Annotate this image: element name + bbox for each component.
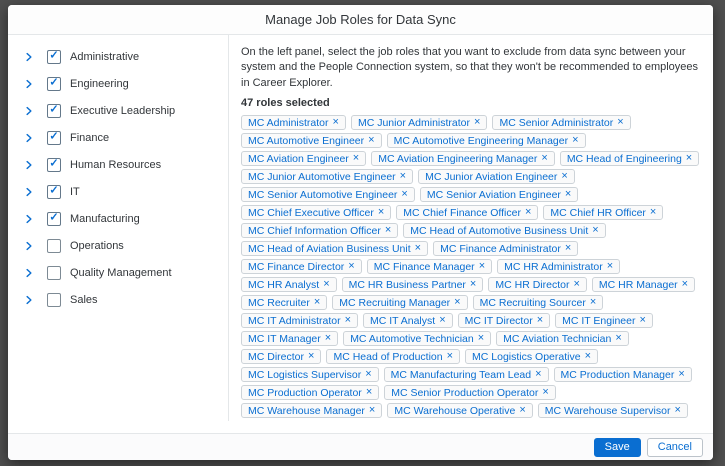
tree-item bbox=[8, 286, 229, 313]
role-token bbox=[241, 349, 321, 364]
role-token-label: MC Finance Manager bbox=[373, 260, 475, 273]
category-checkbox[interactable] bbox=[47, 293, 61, 307]
remove-token-icon[interactable]: × bbox=[313, 296, 321, 309]
category-checkbox[interactable] bbox=[47, 131, 61, 145]
role-token bbox=[555, 313, 653, 328]
role-token-label: MC Aviation Engineer bbox=[248, 152, 349, 165]
role-token bbox=[387, 133, 586, 148]
role-token bbox=[465, 349, 598, 364]
chevron-right-icon[interactable] bbox=[23, 240, 35, 252]
check-icon: ✓ bbox=[49, 49, 59, 62]
category-label: Executive Leadership bbox=[70, 104, 176, 117]
role-token-label: MC Junior Administrator bbox=[357, 116, 471, 129]
remove-token-icon[interactable]: × bbox=[564, 242, 572, 255]
role-token-label: MC IT Analyst bbox=[370, 314, 436, 327]
remove-token-icon[interactable]: × bbox=[399, 170, 407, 183]
role-token bbox=[387, 403, 532, 418]
role-token-label: MC Head of Production bbox=[333, 350, 443, 363]
role-token bbox=[403, 223, 605, 238]
selected-roles-token-list bbox=[241, 115, 701, 418]
category-checkbox[interactable] bbox=[47, 239, 61, 253]
role-token bbox=[241, 259, 362, 274]
role-token-label: MC HR Analyst bbox=[248, 278, 320, 291]
role-token bbox=[241, 295, 327, 310]
category-label: Human Resources bbox=[70, 158, 162, 171]
chevron-right-icon[interactable] bbox=[23, 294, 35, 306]
role-token bbox=[496, 331, 629, 346]
remove-token-icon[interactable]: × bbox=[685, 152, 693, 165]
chevron-right-icon[interactable] bbox=[23, 267, 35, 279]
role-token bbox=[241, 385, 379, 400]
remove-token-icon[interactable]: × bbox=[365, 386, 373, 399]
role-token bbox=[473, 295, 604, 310]
tree-item bbox=[8, 232, 229, 259]
remove-token-icon[interactable]: × bbox=[681, 278, 689, 291]
check-icon: ✓ bbox=[49, 103, 59, 116]
role-token bbox=[332, 295, 467, 310]
role-token-label: MC Warehouse Operative bbox=[394, 404, 516, 417]
role-token-label: MC IT Director bbox=[464, 314, 533, 327]
category-label: Quality Management bbox=[70, 266, 172, 279]
tree-item bbox=[8, 124, 229, 151]
role-token bbox=[343, 331, 491, 346]
role-token-label: MC Junior Automotive Engineer bbox=[248, 170, 396, 183]
role-token-label: MC Warehouse Manager bbox=[248, 404, 365, 417]
roles-selected-count: 47 roles selected bbox=[241, 97, 330, 110]
role-token bbox=[384, 385, 556, 400]
category-label: IT bbox=[70, 185, 80, 198]
dialog-footer bbox=[8, 433, 713, 460]
role-token bbox=[241, 277, 337, 292]
remove-token-icon[interactable]: × bbox=[474, 116, 481, 129]
check-icon: ✓ bbox=[49, 211, 59, 224]
remove-token-icon[interactable]: × bbox=[344, 314, 352, 327]
role-token-label: MC Senior Administrator bbox=[499, 116, 614, 129]
role-token bbox=[592, 277, 695, 292]
remove-token-icon[interactable]: × bbox=[519, 404, 526, 417]
dialog-title: Manage Job Roles for Data Sync bbox=[265, 12, 456, 27]
role-token-label: MC HR Director bbox=[495, 278, 570, 291]
category-label: Operations bbox=[70, 239, 124, 252]
category-checkbox[interactable] bbox=[47, 185, 61, 199]
remove-token-icon[interactable]: × bbox=[535, 368, 542, 381]
role-token bbox=[433, 241, 578, 256]
remove-token-icon[interactable]: × bbox=[674, 404, 681, 417]
remove-token-icon[interactable]: × bbox=[377, 206, 385, 219]
category-checkbox[interactable] bbox=[47, 50, 61, 64]
remove-token-icon[interactable]: × bbox=[439, 314, 446, 327]
remove-token-icon[interactable]: × bbox=[308, 350, 315, 363]
role-token-label: MC Logistics Supervisor bbox=[248, 368, 362, 381]
check-icon: ✓ bbox=[49, 130, 59, 143]
role-token-label: MC Chief Finance Officer bbox=[403, 206, 521, 219]
chevron-right-icon[interactable] bbox=[23, 51, 35, 63]
chevron-right-icon[interactable] bbox=[23, 78, 35, 90]
role-token bbox=[497, 259, 620, 274]
role-token-label: MC Chief Information Officer bbox=[248, 224, 381, 237]
role-token-label: MC Finance Director bbox=[248, 260, 345, 273]
chevron-right-icon[interactable] bbox=[23, 132, 35, 144]
role-token bbox=[326, 349, 460, 364]
role-token-label: MC Manufacturing Team Lead bbox=[390, 368, 532, 381]
save-button[interactable]: Save bbox=[594, 438, 641, 457]
role-token bbox=[488, 277, 587, 292]
check-icon: ✓ bbox=[49, 157, 59, 170]
remove-token-icon[interactable]: × bbox=[469, 278, 477, 291]
category-label: Manufacturing bbox=[70, 212, 140, 225]
remove-token-icon[interactable]: × bbox=[352, 152, 360, 165]
role-token bbox=[363, 313, 453, 328]
role-token bbox=[342, 277, 484, 292]
role-token bbox=[458, 313, 551, 328]
chevron-right-icon[interactable] bbox=[23, 159, 35, 171]
role-token bbox=[241, 223, 398, 238]
role-token-label: MC HR Manager bbox=[598, 278, 678, 291]
category-checkbox[interactable] bbox=[47, 158, 61, 172]
category-checkbox[interactable] bbox=[47, 104, 61, 118]
check-icon: ✓ bbox=[49, 184, 59, 197]
role-token-label: MC Chief Executive Officer bbox=[248, 206, 374, 219]
remove-token-icon[interactable]: × bbox=[573, 278, 580, 291]
manage-job-roles-dialog bbox=[8, 5, 713, 460]
remove-token-icon[interactable]: × bbox=[615, 332, 622, 345]
remove-token-icon[interactable]: × bbox=[368, 404, 376, 417]
tree-item bbox=[8, 97, 229, 124]
tree-item bbox=[8, 205, 229, 232]
cancel-button[interactable]: Cancel bbox=[647, 438, 703, 457]
role-token bbox=[241, 205, 391, 220]
remove-token-icon[interactable]: × bbox=[446, 350, 454, 363]
role-token bbox=[396, 205, 538, 220]
instructions-text: On the left panel, select the job roles that you want to exclude from data sync between your system and the People Connection system, so that they won't be recommended to employees in Career Explorer. bbox=[241, 46, 699, 89]
dialog-header bbox=[8, 5, 713, 35]
role-token-label: MC Automotive Technician bbox=[350, 332, 474, 345]
tree-item bbox=[8, 178, 229, 205]
role-token bbox=[241, 313, 358, 328]
remove-token-icon[interactable]: × bbox=[384, 224, 392, 237]
role-token bbox=[371, 151, 555, 166]
remove-token-icon[interactable]: × bbox=[592, 224, 599, 237]
remove-token-icon[interactable]: × bbox=[368, 134, 375, 147]
role-token-label: MC Senior Production Operator bbox=[391, 386, 539, 399]
role-token-label: MC HR Administrator bbox=[504, 260, 603, 273]
remove-token-icon[interactable]: × bbox=[454, 296, 461, 309]
role-token bbox=[420, 187, 579, 202]
roles-panel bbox=[229, 35, 713, 433]
role-token bbox=[538, 403, 688, 418]
tree-item bbox=[8, 259, 229, 286]
remove-token-icon[interactable]: × bbox=[606, 260, 614, 273]
role-token-label: MC Recruiting Manager bbox=[339, 296, 451, 309]
role-token-label: MC IT Engineer bbox=[562, 314, 636, 327]
role-token bbox=[554, 367, 692, 382]
role-token bbox=[241, 331, 338, 346]
category-label: Administrative bbox=[70, 50, 140, 63]
role-token-label: MC Production Operator bbox=[248, 386, 362, 399]
role-token bbox=[241, 115, 346, 130]
role-token-label: MC Finance Administrator bbox=[440, 242, 561, 255]
remove-token-icon[interactable]: × bbox=[401, 188, 408, 201]
role-token bbox=[543, 205, 663, 220]
role-token bbox=[241, 169, 413, 184]
remove-token-icon[interactable]: × bbox=[639, 314, 646, 327]
role-token bbox=[560, 151, 699, 166]
role-token-label: MC Automotive Engineering Manager bbox=[393, 134, 569, 147]
remove-token-icon[interactable]: × bbox=[584, 350, 592, 363]
role-token-label: MC Senior Automotive Engineer bbox=[248, 188, 398, 201]
role-token bbox=[241, 187, 415, 202]
role-token bbox=[241, 151, 366, 166]
role-token bbox=[241, 133, 382, 148]
remove-token-icon[interactable]: × bbox=[365, 368, 372, 381]
remove-token-icon[interactable]: × bbox=[542, 386, 549, 399]
remove-token-icon[interactable]: × bbox=[477, 332, 485, 345]
role-token bbox=[384, 367, 549, 382]
role-token bbox=[351, 115, 487, 130]
role-token-label: MC Chief HR Officer bbox=[550, 206, 646, 219]
remove-token-icon[interactable]: × bbox=[478, 260, 486, 273]
category-checkbox[interactable] bbox=[47, 266, 61, 280]
tree-item bbox=[8, 70, 229, 97]
tree-item bbox=[8, 151, 229, 178]
role-token-label: MC Warehouse Supervisor bbox=[544, 404, 671, 417]
tree-item bbox=[8, 43, 229, 70]
role-token bbox=[367, 259, 492, 274]
role-token-label: MC Head of Engineering bbox=[566, 152, 682, 165]
role-token bbox=[418, 169, 575, 184]
role-token-label: MC Production Manager bbox=[560, 368, 675, 381]
remove-token-icon[interactable]: × bbox=[561, 170, 568, 183]
remove-token-icon[interactable]: × bbox=[572, 134, 579, 147]
remove-token-icon[interactable]: × bbox=[348, 260, 355, 273]
role-token-label: MC Recruiter bbox=[248, 296, 310, 309]
remove-token-icon[interactable]: × bbox=[541, 152, 548, 165]
role-token-label: MC Logistics Operative bbox=[472, 350, 581, 363]
role-token-label: MC HR Business Partner bbox=[348, 278, 466, 291]
remove-token-icon[interactable]: × bbox=[649, 206, 657, 219]
role-token-label: MC Junior Aviation Engineer bbox=[425, 170, 558, 183]
dialog-body bbox=[8, 35, 713, 433]
category-tree bbox=[8, 35, 229, 433]
chevron-right-icon[interactable] bbox=[23, 105, 35, 117]
role-token-label: MC Head of Aviation Business Unit bbox=[248, 242, 411, 255]
chevron-right-icon[interactable] bbox=[23, 213, 35, 225]
remove-token-icon[interactable]: × bbox=[536, 314, 544, 327]
role-token-label: MC Automotive Engineer bbox=[248, 134, 365, 147]
check-icon: ✓ bbox=[49, 76, 59, 89]
remove-token-icon[interactable]: × bbox=[332, 116, 339, 129]
remove-token-icon[interactable]: × bbox=[524, 206, 532, 219]
role-token bbox=[492, 115, 630, 130]
remove-token-icon[interactable]: × bbox=[324, 332, 332, 345]
category-label: Sales bbox=[70, 293, 98, 306]
role-token bbox=[241, 367, 379, 382]
role-token-label: MC Director bbox=[248, 350, 305, 363]
role-token-label: MC Head of Automotive Business Unit bbox=[410, 224, 589, 237]
remove-token-icon[interactable]: × bbox=[323, 278, 330, 291]
category-checkbox[interactable] bbox=[47, 77, 61, 91]
role-token-label: MC Aviation Engineering Manager bbox=[378, 152, 538, 165]
category-label: Finance bbox=[70, 131, 110, 144]
remove-token-icon[interactable]: × bbox=[414, 242, 422, 255]
role-token-label: MC Senior Aviation Engineer bbox=[426, 188, 561, 201]
remove-token-icon[interactable]: × bbox=[589, 296, 597, 309]
remove-token-icon[interactable]: × bbox=[617, 116, 624, 129]
remove-token-icon[interactable]: × bbox=[678, 368, 685, 381]
role-token-label: MC Administrator bbox=[248, 116, 329, 129]
chevron-right-icon[interactable] bbox=[23, 186, 35, 198]
remove-token-icon[interactable]: × bbox=[564, 188, 572, 201]
category-label: Engineering bbox=[70, 77, 129, 90]
category-checkbox[interactable] bbox=[47, 212, 61, 226]
role-token-label: MC Aviation Technician bbox=[503, 332, 612, 345]
role-token-label: MC IT Administrator bbox=[248, 314, 341, 327]
role-token bbox=[241, 403, 382, 418]
role-token-label: MC Recruiting Sourcer bbox=[479, 296, 586, 309]
role-token-label: MC IT Manager bbox=[248, 332, 321, 345]
role-token bbox=[241, 241, 428, 256]
